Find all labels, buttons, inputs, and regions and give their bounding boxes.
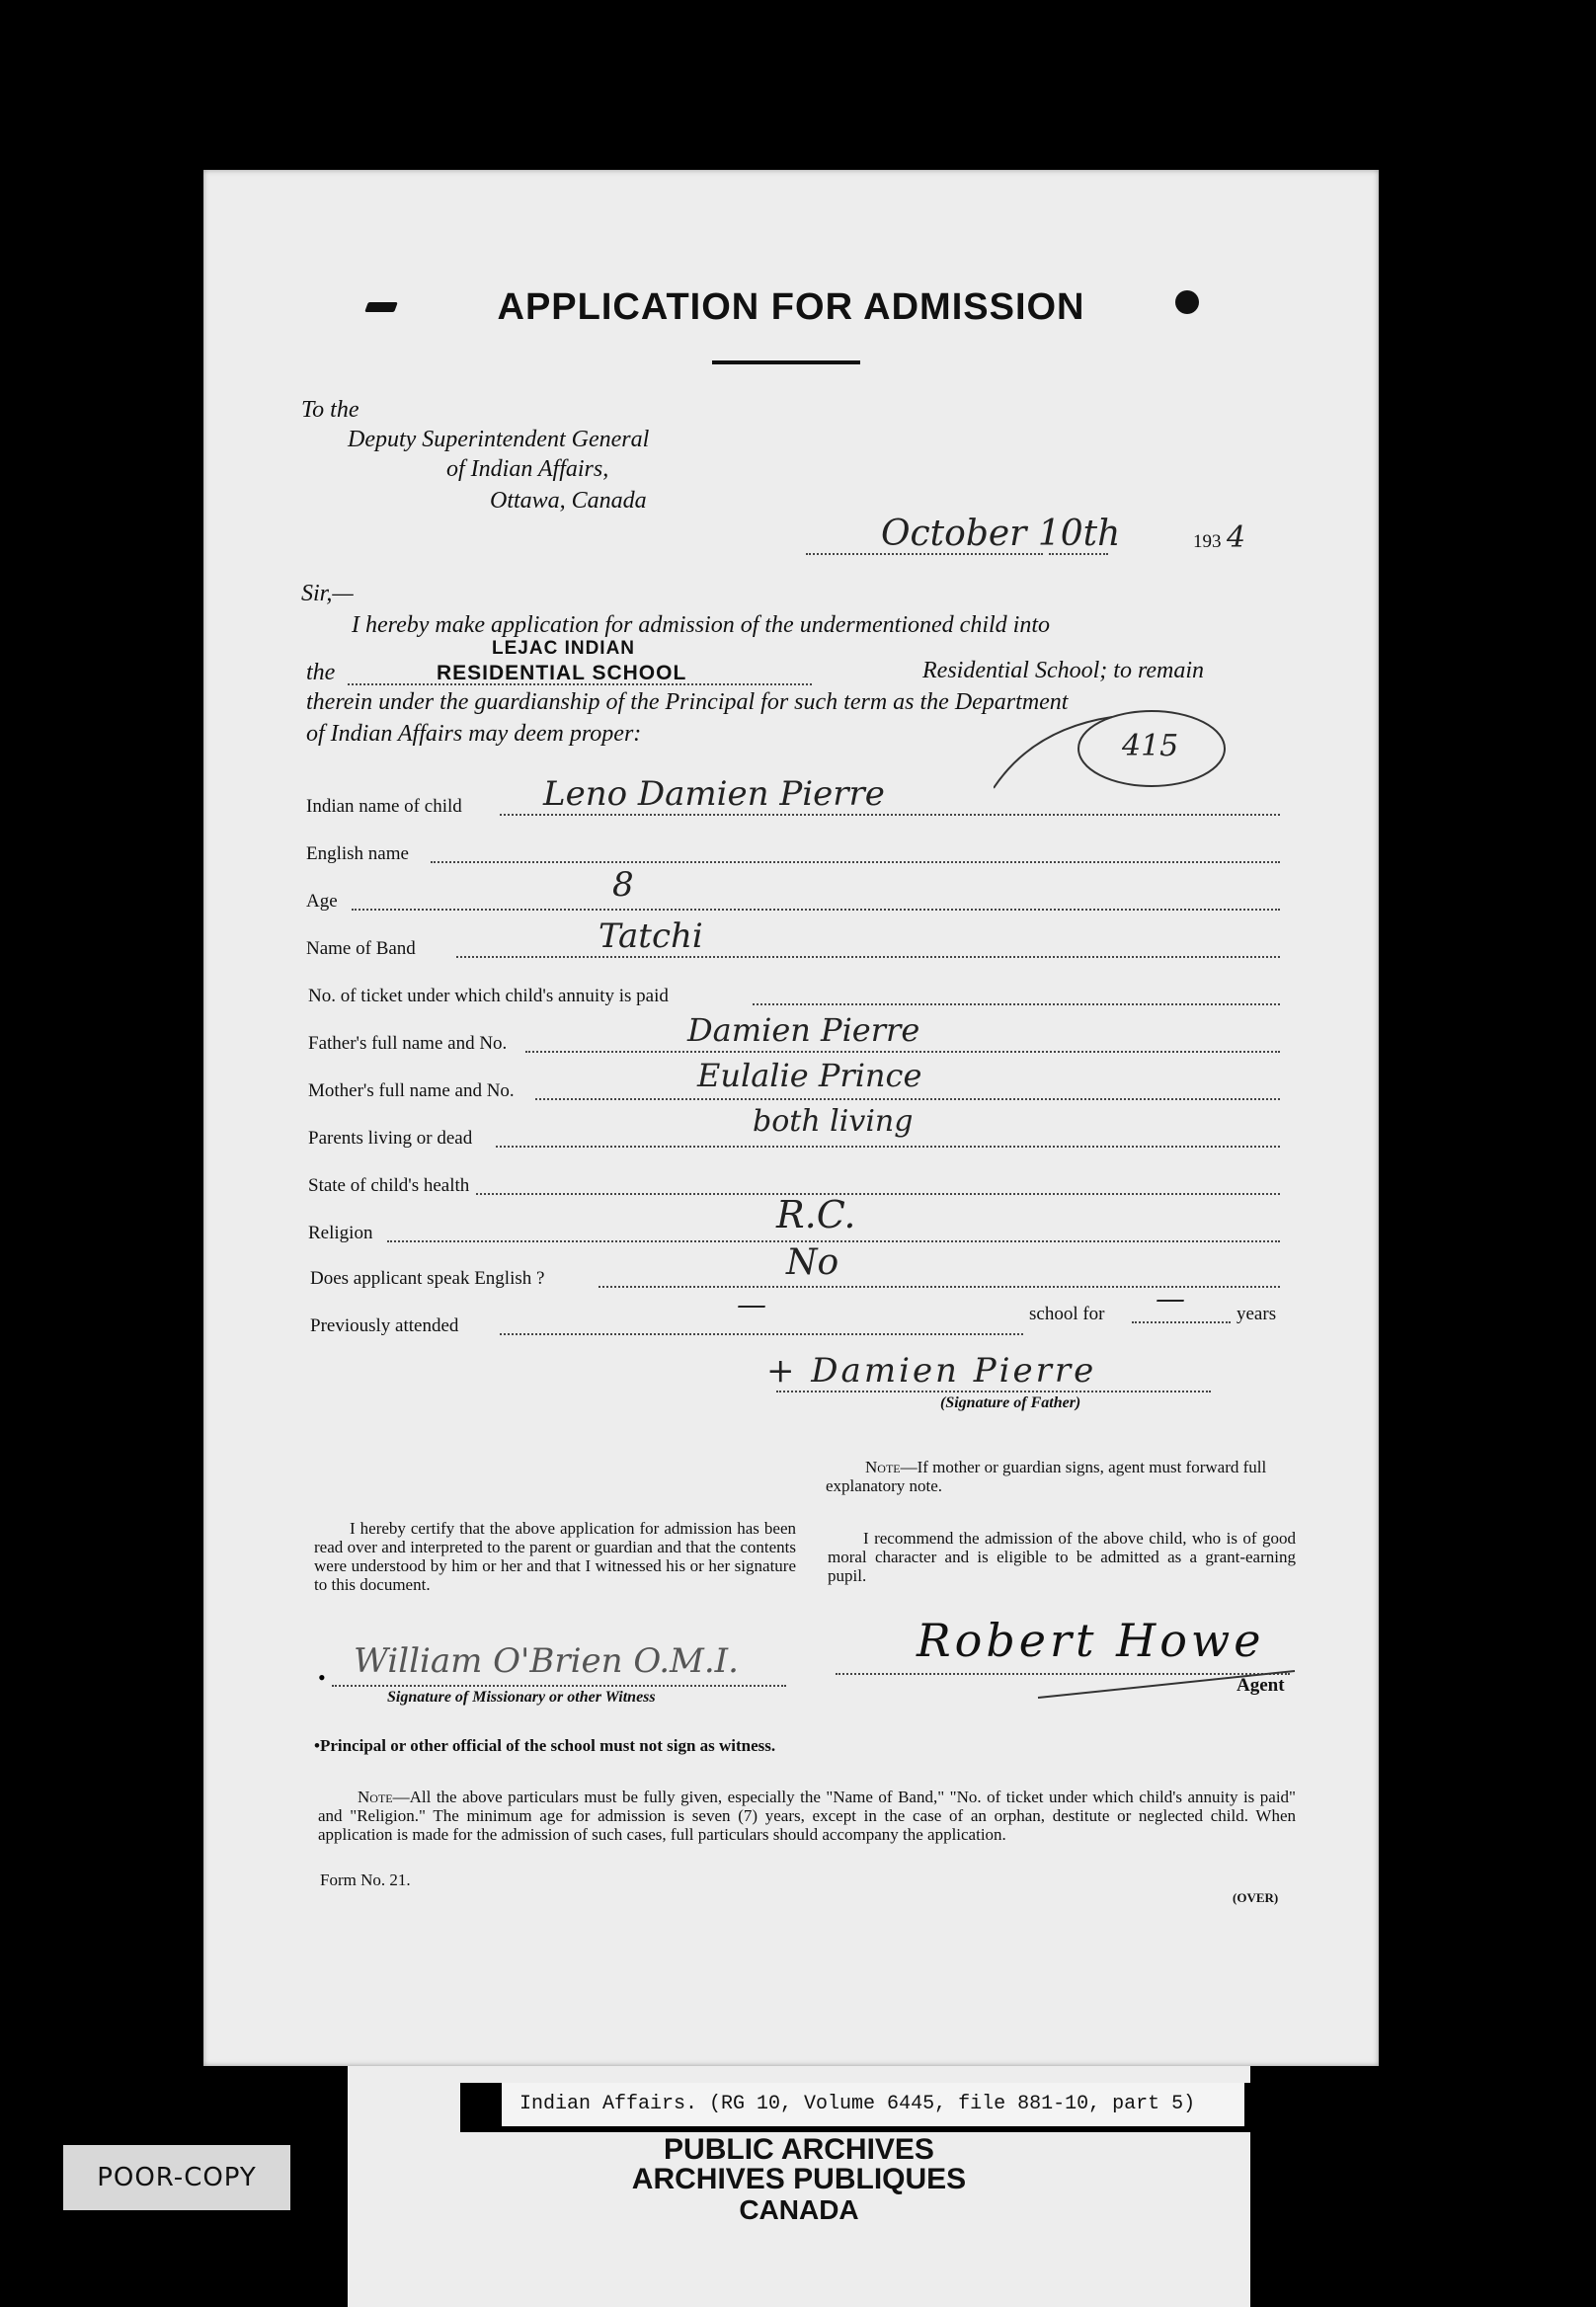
father-signature-caption: (Signature of Father) (940, 1394, 1081, 1411)
field-line-previously (500, 1333, 1023, 1335)
field-label-age: Age (306, 891, 338, 912)
field-line-indian-name (500, 814, 1280, 816)
principal-note: •Principal or other official of the school must not sign as witness. (314, 1736, 776, 1755)
field-value-religion: R.C. (776, 1193, 856, 1236)
field-label-mother: Mother's full name and No. (308, 1080, 515, 1101)
paragraph-line-2: Residential School; to remain (922, 658, 1205, 683)
paragraph-line-3: therein under the guardianship of the Principal for such term as the Department (306, 689, 1069, 715)
field-line-father (525, 1051, 1280, 1053)
final-note-label: Note (358, 1788, 393, 1806)
witness-signature-line (332, 1685, 786, 1687)
paragraph-the: the (306, 660, 336, 685)
final-note-text: —All the above particulars must be fully given, especially the "Name of Band," "No. of ticket under which child's annuity is paid" and "Religion." The minimum age for admission is seven (7) years, except in the case of an orphan, destitute or neglected child. When application is made for the admission of such cases, full particulars should accompany the application. (318, 1788, 1296, 1844)
school-stamp-line-1: LEJAC INDIAN (492, 638, 636, 659)
paragraph-line-1: I hereby make application for admission of the undermentioned child into (352, 612, 1050, 638)
field-label-ticket: No. of ticket under which child's annuity is paid (308, 986, 669, 1006)
file-number: 415 (1122, 729, 1179, 763)
agent-signature: Robert Howe (917, 1614, 1265, 1667)
field-value-english: No (786, 1242, 839, 1283)
mother-note-text: —If mother or guardian signs, agent must forward full explanatory note. (826, 1458, 1267, 1495)
archive-reference: Indian Affairs. (RG 10, Volume 6445, file 881-10, part 5) (502, 2083, 1244, 2126)
paragraph-line-4: of Indian Affairs may deem proper: (306, 721, 642, 747)
over-label: (OVER) (1233, 1890, 1279, 1905)
field-line-parents (496, 1146, 1280, 1148)
year-printed: 193 (1193, 531, 1222, 552)
date-handwritten: October 10th (881, 514, 1121, 554)
field-value-indian-name: Leno Damien Pierre (543, 774, 885, 814)
field-label-indian-name: Indian name of child (306, 796, 462, 817)
poor-copy-stamp: POOR-COPY (63, 2145, 290, 2210)
certify-text: I hereby certify that the above application for admission has been read over and interpreted to the parent or guardian and that the contents were understood by him or her and that I witnessed his or her signature to this document. (314, 1519, 796, 1594)
archive-line-3: CANADA (739, 2194, 859, 2225)
previously-years: years (1237, 1304, 1277, 1324)
field-value-years: — (1156, 1282, 1185, 1316)
application-form-page (203, 170, 1379, 2066)
field-label-father: Father's full name and No. (308, 1033, 508, 1054)
field-line-age (352, 909, 1280, 911)
field-line-ticket (753, 1003, 1280, 1005)
field-label-parents: Parents living or dead (308, 1128, 473, 1149)
field-value-father: Damien Pierre (687, 1011, 920, 1049)
witness-signature: William O'Brien O.M.I. (354, 1641, 739, 1681)
file-number-circle (994, 709, 1231, 818)
year-handwritten: 4 (1227, 520, 1246, 555)
field-label-religion: Religion (308, 1223, 373, 1243)
field-label-english: Does applicant speak English ? (310, 1268, 545, 1289)
field-label-english-name: English name (306, 843, 409, 864)
father-signature: + Damien Pierre (766, 1351, 1097, 1391)
field-line-mother (535, 1098, 1280, 1100)
field-value-age: 8 (612, 865, 634, 905)
archive-line-1: PUBLIC ARCHIVES (664, 2133, 934, 2166)
archive-line-2: ARCHIVES PUBLIQUES (631, 2163, 967, 2195)
field-line-years (1132, 1321, 1231, 1323)
address-line-2: Deputy Superintendent General (348, 427, 650, 452)
recommend-text: I recommend the admission of the above child, who is of good moral character and is eligible to be admitted as a grant-earning pupil. (828, 1529, 1296, 1585)
field-label-band: Name of Band (306, 938, 416, 959)
field-line-english-name (431, 861, 1280, 863)
field-value-band: Tatchi (598, 916, 703, 956)
mother-note-label: Note (865, 1458, 901, 1476)
title-underline (712, 360, 860, 364)
field-value-previously: — (737, 1288, 766, 1322)
school-stamp-line-2: RESIDENTIAL SCHOOL (437, 662, 687, 684)
agent-caption: Agent (1237, 1675, 1285, 1696)
field-value-parents: both living (753, 1104, 914, 1139)
final-note (318, 1788, 1296, 1844)
father-signature-line (776, 1391, 1211, 1392)
field-value-mother: Eulalie Prince (697, 1057, 922, 1094)
address-line-4: Ottawa, Canada (490, 488, 647, 514)
field-line-health (476, 1193, 1280, 1195)
witness-bullet: • (318, 1665, 326, 1690)
field-label-health: State of child's health (308, 1175, 470, 1196)
mother-note (826, 1458, 1296, 1495)
form-number: Form No. 21. (320, 1870, 411, 1889)
address-line-1: To the (301, 397, 359, 423)
year-line (1049, 553, 1108, 555)
field-label-previously: Previously attended (310, 1315, 459, 1336)
salutation: Sir,— (301, 581, 354, 606)
previously-school-for: school for (1029, 1304, 1105, 1324)
address-line-3: of Indian Affairs, (446, 456, 609, 482)
form-title: APPLICATION FOR ADMISSION (497, 286, 1085, 328)
punch-dot (1175, 290, 1199, 314)
witness-caption: Signature of Missionary or other Witness (387, 1689, 656, 1706)
field-line-band (456, 956, 1280, 958)
